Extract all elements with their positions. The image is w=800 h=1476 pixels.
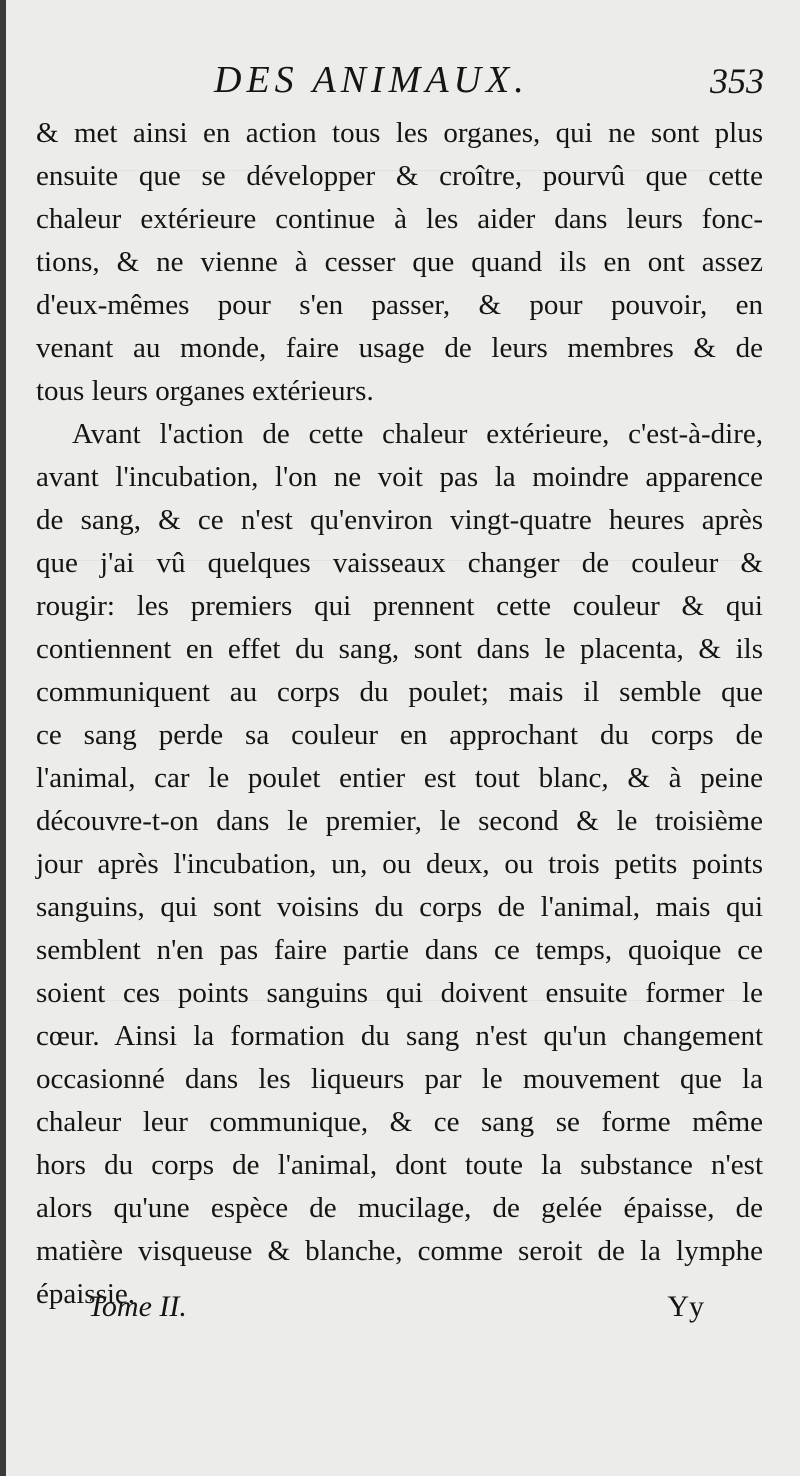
text-line: contiennent en effet du sang, sont dans le placenta, & ils [36,633,763,665]
page-header [36,58,764,108]
page-footer [36,1290,764,1330]
text-line: soient ces points sanguins qui doivent ensuite former le [36,977,763,1009]
text-line: alors qu'une espèce de mucilage, de gelée épaisse, de [36,1192,763,1224]
text-line: Avant l'action de cette chaleur extérieure, c'est-à-dire, [72,418,763,450]
text-line: l'animal, car le poulet entier est tout blanc, & à peine [36,762,763,794]
text-line: de sang, & ce n'est qu'environ vingt-quatre heures après [36,504,763,536]
text-line: découvre-t-on dans le premier, le second & le troisième [36,805,763,837]
text-line: venant au monde, faire usage de leurs membres & de [36,332,763,364]
text-line: épaissie. [36,1278,136,1310]
running-title: DES ANIMAUX. [214,59,529,101]
text-line: chaleur extérieure continue à les aider dans leurs fonc- [36,203,763,235]
text-line: occasionné dans les liqueurs par le mouvement que la [36,1063,763,1095]
text-line: cœur. Ainsi la formation du sang n'est qu'un changement [36,1020,763,1052]
text-line: chaleur leur communique, & ce sang se forme même [36,1106,763,1138]
text-line: ensuite que se développer & croître, pourvû que cette [36,160,763,192]
text-line: hors du corps de l'animal, dont toute la substance n'est [36,1149,763,1181]
text-line: avant l'incubation, l'on ne voit pas la moindre apparence [36,461,763,493]
body-text [36,112,763,1316]
text-line: tions, & ne vienne à cesser que quand ils en ont assez [36,246,763,278]
text-line: semblent n'en pas faire partie dans ce temps, quoique ce [36,934,763,966]
text-line: matière visqueuse & blanche, comme seroit de la lymphe [36,1235,763,1267]
page-number: 353 [710,61,764,101]
text-line: ce sang perde sa couleur en approchant du corps de [36,719,763,751]
volume-signature: Tome II. [88,1290,187,1323]
text-line: tous leurs organes extérieurs. [36,375,374,407]
gathering-signature: Yy [667,1290,704,1323]
text-line: jour après l'incubation, un, ou deux, ou trois petits points [36,848,763,880]
text-line: communiquent au corps du poulet; mais il semble que [36,676,763,708]
page-edge-shadow [0,0,6,1476]
text-line: rougir: les premiers qui prennent cette couleur & qui [36,590,763,622]
text-line: & met ainsi en action tous les organes, qui ne sont plus [36,117,763,149]
text-line: que j'ai vû quelques vaisseaux changer de couleur & [36,547,763,579]
text-line: d'eux-mêmes pour s'en passer, & pour pouvoir, en [36,289,763,321]
text-line: sanguins, qui sont voisins du corps de l'animal, mais qui [36,891,763,923]
